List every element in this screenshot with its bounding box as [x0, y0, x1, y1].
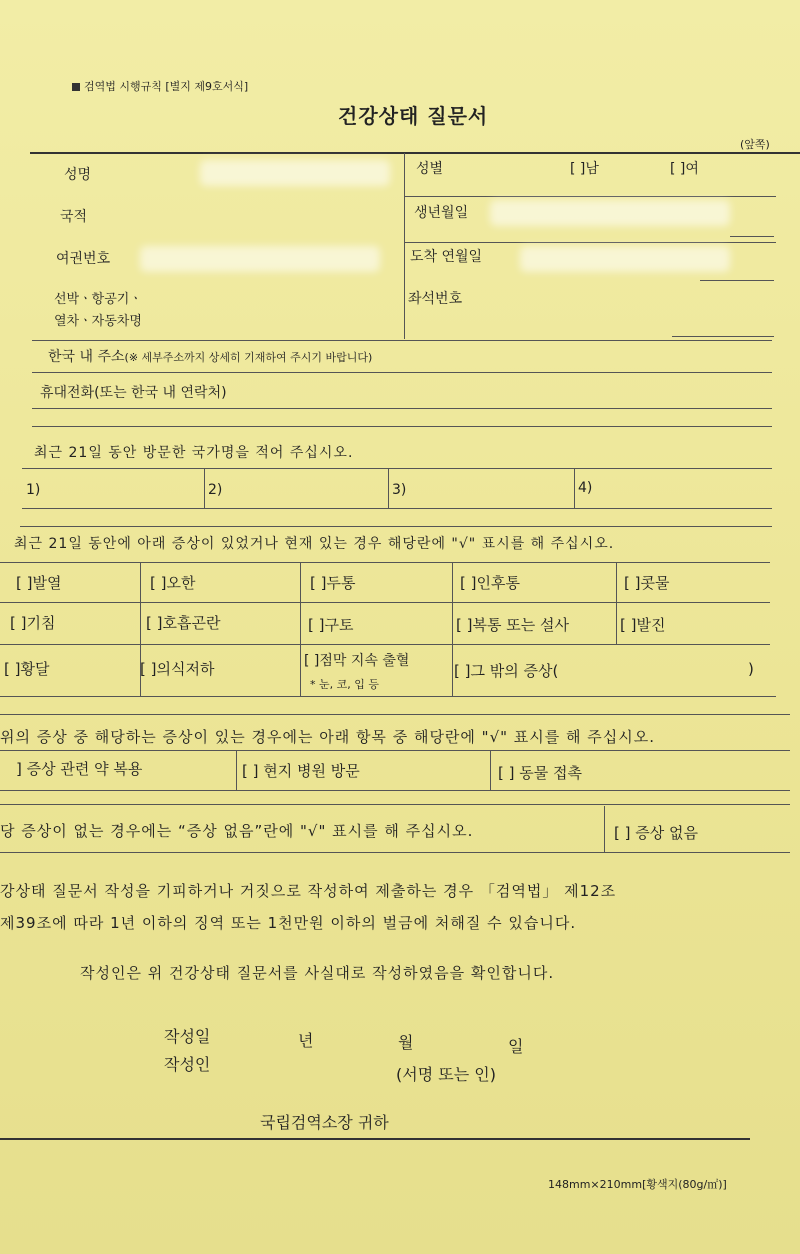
- penalty-line-2: 제39조에 따라 1년 이하의 징역 또는 1천만원 이하의 벌금에 처해질 수 있습니다.: [0, 914, 577, 932]
- phone-label: 휴대전화(또는 한국 내 연락처): [40, 385, 227, 401]
- divider-line: [490, 750, 491, 790]
- nationality-label: 국적: [60, 209, 88, 225]
- square-bullet-icon: [72, 83, 80, 91]
- divider-line: [0, 696, 776, 697]
- penalty-line-1: 강상태 질문서 작성을 기피하거나 거짓으로 작성하여 제출하는 경우 「검역법」 제12조: [0, 882, 617, 900]
- no-symptom-checkbox[interactable]: [ ] 증상 없음: [614, 824, 698, 842]
- followup-hospital[interactable]: [ ] 현지 병원 방문: [242, 762, 360, 780]
- paper-spec: 148mm×210mm[황색지(80g/㎡)]: [548, 1178, 727, 1191]
- symptom-jaundice[interactable]: [ ]황달: [4, 660, 50, 678]
- divider-line: [604, 806, 605, 852]
- symptom-chills[interactable]: [ ]오한: [150, 574, 196, 592]
- divider-line: [0, 750, 790, 751]
- divider-line: [22, 468, 772, 469]
- symptom-abdominal-pain[interactable]: [ ]복통 또는 설사: [456, 616, 569, 634]
- symptom-sore-throat[interactable]: [ ]인후통: [460, 574, 520, 592]
- fill-line: [672, 336, 774, 337]
- divider-line: [452, 562, 453, 696]
- divider-line: [32, 340, 772, 341]
- country-slot-3[interactable]: 3): [392, 482, 407, 498]
- fill-line: [700, 280, 774, 281]
- addressee: 국립검역소장 귀하: [260, 1113, 389, 1132]
- day-label: 일: [508, 1037, 524, 1056]
- form-bottom-border: [0, 1138, 750, 1140]
- symptoms-prompt: 최근 21일 동안에 아래 증상이 있었거나 현재 있는 경우 해당란에 "√" 표시를 해 주십시오.: [14, 536, 615, 552]
- divider-line: [388, 468, 389, 508]
- symptom-cough[interactable]: [ ]기침: [10, 614, 56, 632]
- divider-line: [300, 562, 301, 696]
- writer-label: 작성인: [164, 1055, 211, 1074]
- passport-label: 여권번호: [56, 251, 111, 267]
- symptom-runny-nose[interactable]: [ ]콧물: [624, 574, 670, 592]
- symptom-consciousness[interactable]: [ ]의식저하: [140, 660, 215, 678]
- followup-prompt: 위의 증상 중 해당하는 증상이 있는 경우에는 아래 항목 중 해당란에 "√" 표시를 해 주십시오.: [0, 728, 656, 746]
- front-page-mark: (앞쪽): [740, 138, 770, 151]
- country-slot-4[interactable]: 4): [578, 480, 593, 496]
- vehicle-label-1: 선박ㆍ항공기ㆍ: [54, 292, 142, 307]
- arrival-label: 도착 연월일: [410, 249, 483, 265]
- month-label: 월: [398, 1033, 414, 1052]
- date-label: 작성일: [164, 1027, 211, 1046]
- symptom-other[interactable]: [ ]그 밖의 증상(: [454, 662, 559, 680]
- divider-line: [236, 750, 237, 790]
- divider-line: [32, 426, 772, 427]
- symptom-rash[interactable]: [ ]발진: [620, 616, 666, 634]
- followup-medication[interactable]: ] 증상 관련 약 복용: [16, 760, 143, 778]
- address-label: 한국 내 주소: [48, 349, 125, 365]
- divider-line: [0, 714, 790, 715]
- no-symptom-prompt: 당 증상이 없는 경우에는 “증상 없음”란에 "√" 표시를 해 주십시오.: [0, 822, 474, 840]
- divider-line: [20, 526, 772, 527]
- divider-line: [404, 196, 776, 197]
- redacted-area: [520, 246, 730, 272]
- bleeding-note: * 눈, 코, 입 등: [310, 678, 379, 691]
- divider-line: [22, 508, 772, 509]
- divider-line: [0, 644, 770, 645]
- divider-line: [616, 562, 617, 644]
- symptom-bleeding[interactable]: [ ]점막 지속 출혈: [304, 653, 410, 669]
- divider-line: [0, 852, 790, 853]
- year-label: 년: [298, 1031, 314, 1050]
- symptom-other-close: ): [748, 660, 754, 678]
- divider-line: [0, 804, 790, 805]
- vehicle-label-2: 열차ㆍ자동차명: [54, 314, 142, 329]
- female-checkbox[interactable]: [ ]여: [670, 161, 699, 177]
- redacted-area: [140, 246, 380, 272]
- law-reference: 검역법 시행규칙 [별지 제9호서식]: [72, 78, 248, 94]
- divider-line: [0, 790, 790, 791]
- country-slot-1[interactable]: 1): [26, 482, 41, 498]
- divider-line: [32, 408, 772, 409]
- followup-animal[interactable]: [ ] 동물 접촉: [498, 764, 582, 782]
- divider-line: [204, 468, 205, 508]
- address-note: (※ 세부주소까지 상세히 기재하여 주시기 바랍니다): [124, 351, 373, 364]
- symptom-fever[interactable]: [ ]발열: [16, 574, 62, 592]
- divider-line: [0, 602, 770, 603]
- form-title: 건강상태 질문서: [338, 104, 489, 128]
- symptom-vomiting[interactable]: [ ]구토: [308, 616, 354, 634]
- symptom-dyspnea[interactable]: [ ]호흡곤란: [146, 614, 221, 632]
- country-slot-2[interactable]: 2): [208, 482, 223, 498]
- confirmation-text: 작성인은 위 건강상태 질문서를 사실대로 작성하였음을 확인합니다.: [80, 964, 555, 982]
- name-label: 성명: [64, 167, 92, 183]
- signature-field[interactable]: (서명 또는 인): [396, 1065, 496, 1084]
- redacted-area: [200, 160, 390, 186]
- divider-line: [32, 372, 772, 373]
- divider-line: [574, 468, 575, 508]
- divider-line: [0, 562, 770, 563]
- countries-prompt: 최근 21일 동안 방문한 국가명을 적어 주십시오.: [34, 445, 354, 461]
- male-checkbox[interactable]: [ ]남: [570, 161, 599, 177]
- personal-divider: [404, 153, 405, 339]
- divider-line: [404, 242, 776, 243]
- birth-label: 생년월일: [414, 205, 469, 221]
- address-row: [48, 346, 372, 366]
- seat-label: 좌석번호: [408, 291, 463, 307]
- sex-label: 성별: [416, 161, 444, 177]
- table-top-border: [30, 152, 800, 154]
- symptom-headache[interactable]: [ ]두통: [310, 574, 356, 592]
- redacted-area: [490, 200, 730, 226]
- fill-line: [730, 236, 774, 237]
